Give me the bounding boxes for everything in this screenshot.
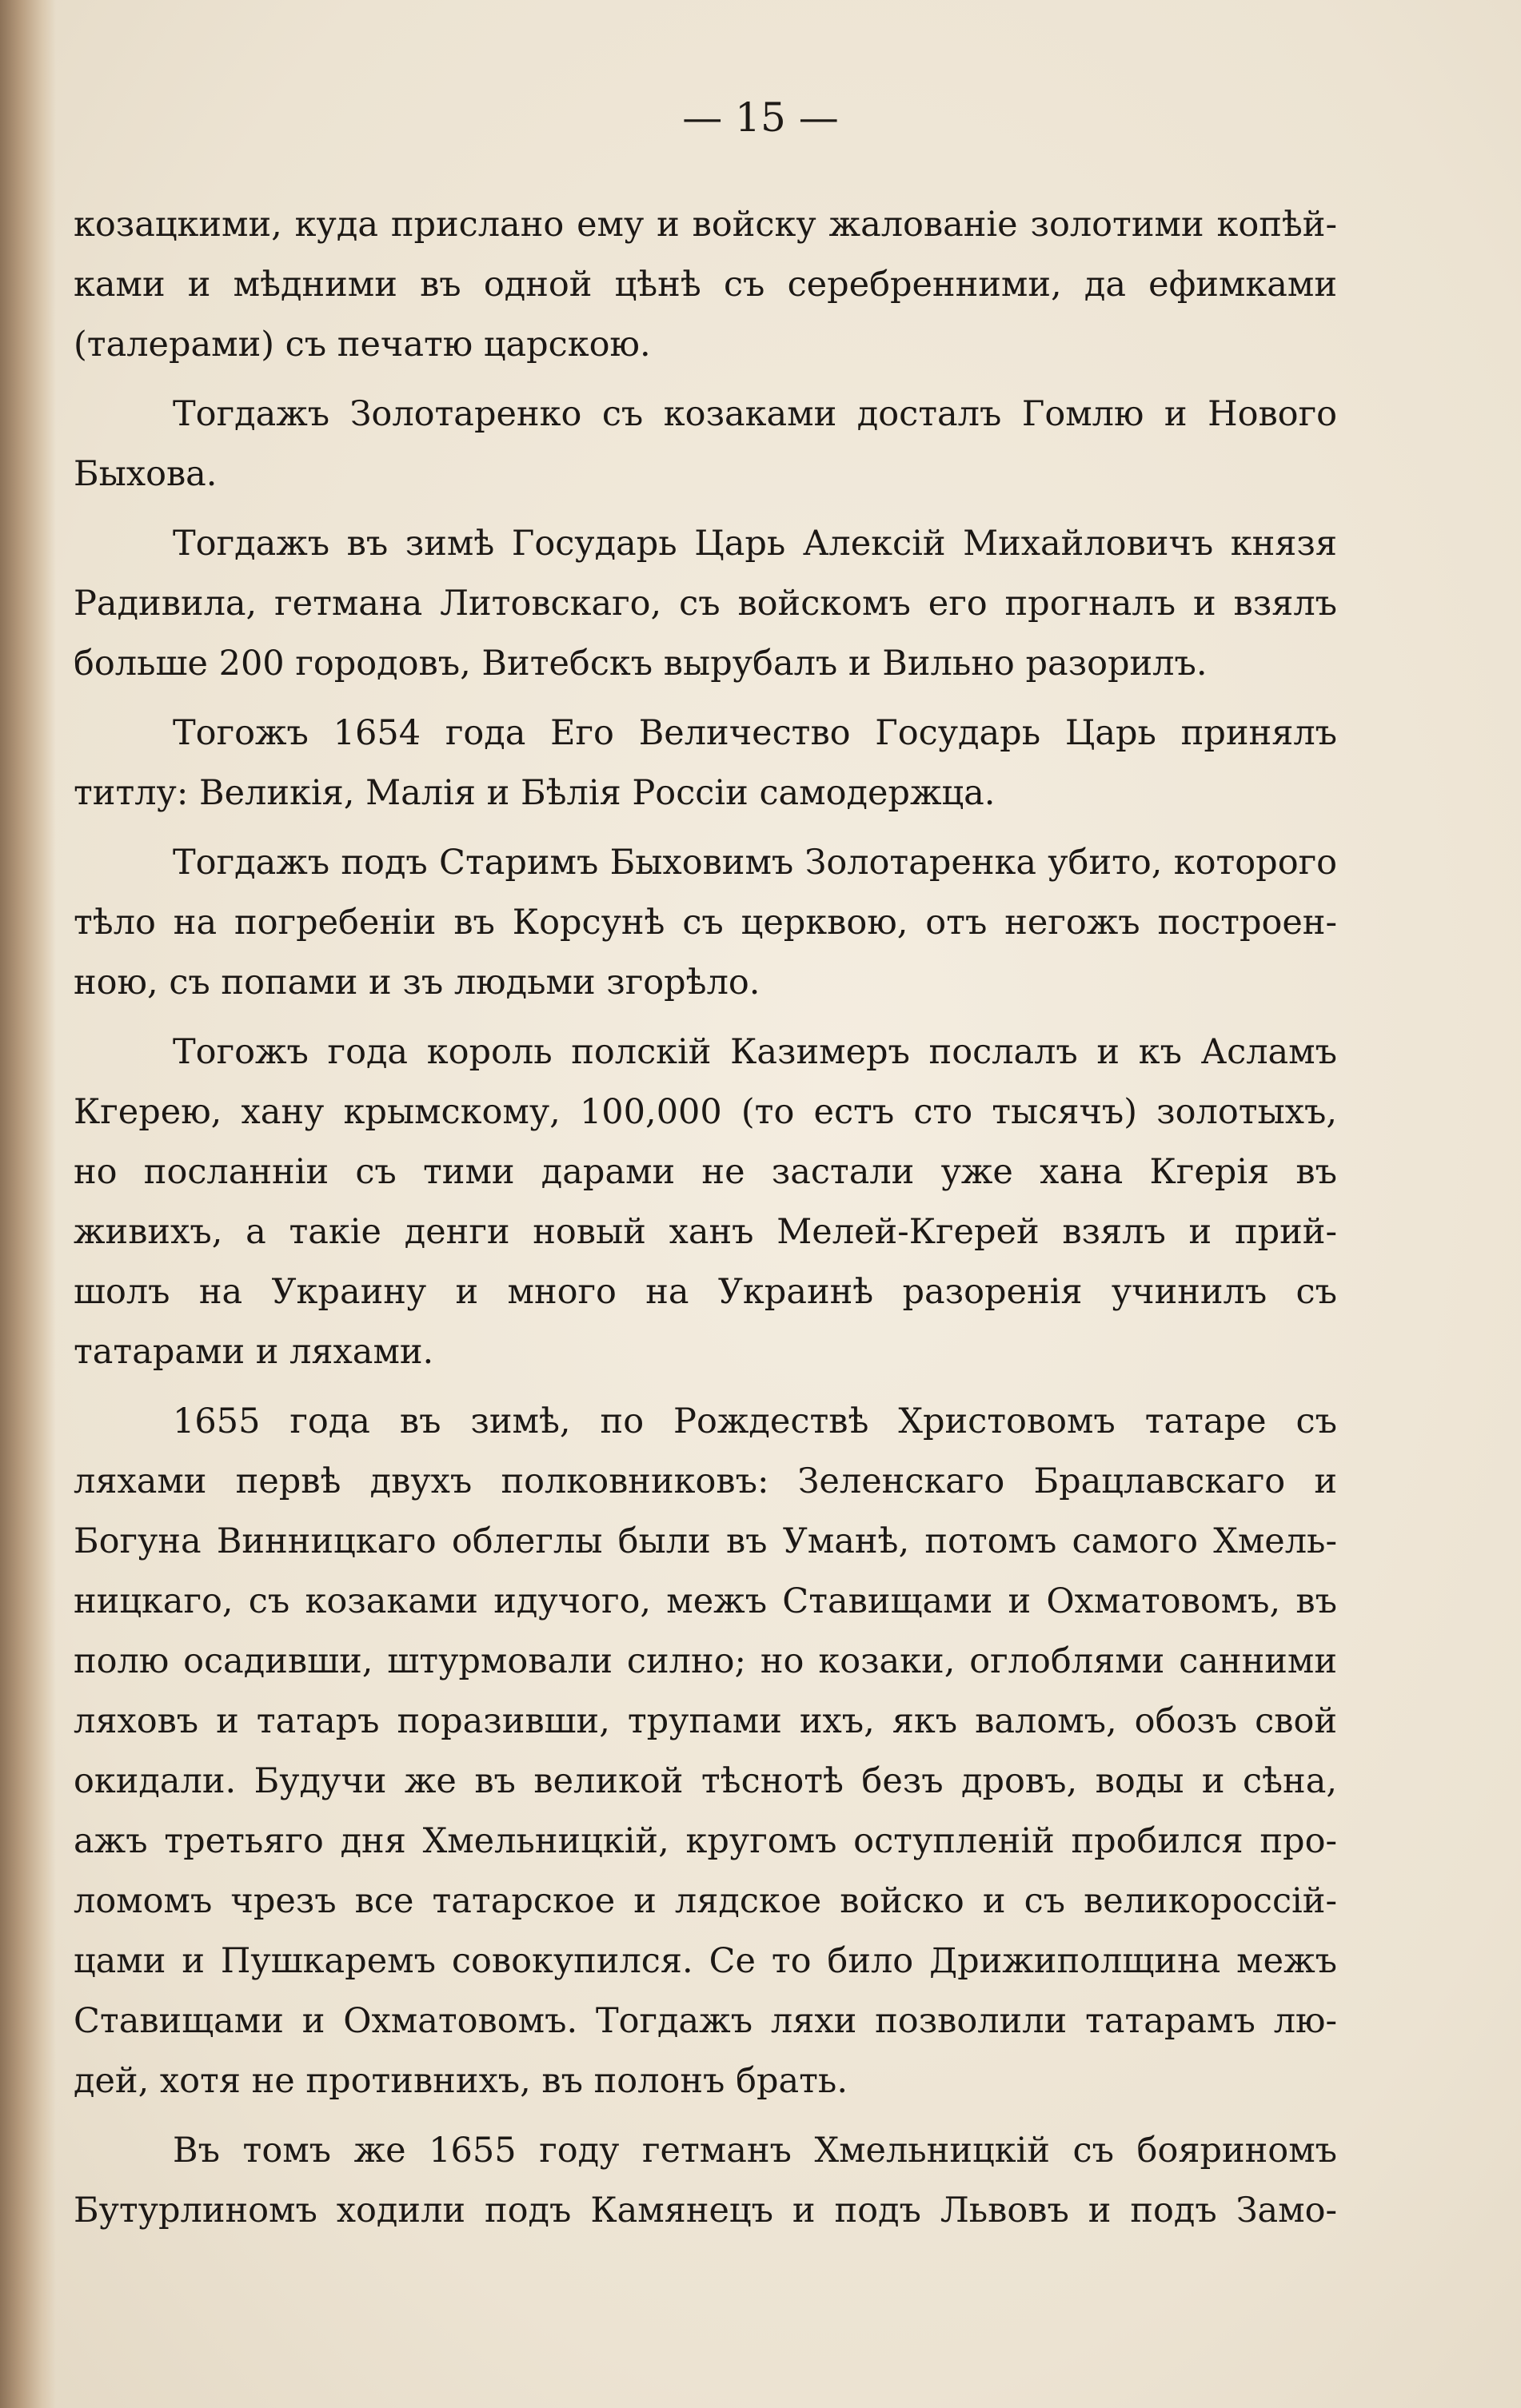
text-line: Тогдажъ въ зимѣ Государь Царь Алексій Михайловичъ князя [173, 524, 1337, 564]
text-line: цами и Пушкаремъ совокупился. Се то било Дрижиполщина межъ [74, 1941, 1337, 1981]
text-line: Радивила, гетмана Литовскаго, съ войскомъ его прогналъ и взялъ [74, 584, 1337, 624]
text-line: ною, съ попами и зъ людьми згорѣло. [74, 963, 760, 1003]
paragraph [74, 385, 1337, 504]
paragraph [74, 1023, 1337, 1382]
text-line: титлу: Великія, Малія и Бѣлія Россіи самодержца. [74, 773, 996, 813]
text-line: ломомъ чрезъ все татарское и лядское войско и съ великороссій- [74, 1881, 1337, 1921]
paragraph [74, 704, 1337, 823]
text-line: Бутурлиномъ ходили подъ Камянецъ и подъ Львовъ и подъ Замо- [74, 2191, 1337, 2231]
text-line: (талерами) съ печатю царскою. [74, 325, 651, 365]
paragraph [74, 833, 1337, 1013]
text-line: живихъ, а такіе денги новый ханъ Мелей-Кгерей взялъ и прий- [74, 1212, 1337, 1252]
page-number: — 15 — [682, 94, 839, 141]
text-line: Кгерею, хану крымскому, 100,000 (то естъ сто тысячъ) золотыхъ, [74, 1092, 1337, 1132]
text-line: но посланніи съ тими дарами не застали уже хана Кгерія въ [74, 1152, 1337, 1192]
text-line: Тогожъ года король полскій Казимеръ послалъ и къ Асламъ [173, 1032, 1337, 1072]
text-line: Тогдажъ Золотаренко съ козаками досталъ Гомлю и Нового [173, 394, 1337, 434]
text-line: окидали. Будучи же въ великой тѣснотѣ безъ дровъ, воды и сѣна, [74, 1761, 1337, 1801]
text-line: больше 200 городовъ, Витебскъ вырубалъ и Вильно разорилъ. [74, 644, 1208, 684]
text-body [74, 195, 1337, 2251]
text-line: полю осадивши, штурмовали силно; но козаки, оглоблями санними [74, 1641, 1337, 1681]
text-line: татарами и ляхами. [74, 1332, 434, 1372]
text-line: Ставищами и Охматовомъ. Тогдажъ ляхи позволили татарамъ лю- [74, 2001, 1337, 2041]
text-line: ляховъ и татаръ поразивши, трупами ихъ, якъ валомъ, обозъ свой [74, 1701, 1337, 1741]
text-line: шолъ на Украину и много на Украинѣ разоренія учинилъ съ [74, 1272, 1337, 1312]
text-line: дей, хотя не противнихъ, въ полонъ брать. [74, 2061, 848, 2101]
text-line: Быхова. [74, 454, 218, 494]
text-line: ками и мѣдними въ одной цѣнѣ съ серебренними, да ефимками [74, 265, 1337, 305]
text-line: Тогдажъ подъ Старимъ Быховимъ Золотаренка убито, которого [173, 843, 1337, 883]
text-line: 1655 года въ зимѣ, по Рождествѣ Христовомъ татаре съ [173, 1401, 1337, 1441]
paragraph [74, 514, 1337, 694]
paragraph [74, 2121, 1337, 2241]
text-line: козацкими, куда прислано ему и войску жалованіе золотими копѣй- [74, 205, 1337, 245]
text-line: ажъ третьяго дня Хмельницкій, кругомъ оступленій пробился про- [74, 1821, 1337, 1861]
text-line: тѣло на погребеніи въ Корсунѣ съ церквою, отъ негожъ построен- [74, 903, 1337, 943]
text-line: Богуна Винницкаго облеглы были въ Уманѣ, потомъ самого Хмель- [74, 1521, 1337, 1561]
text-line: ляхами первѣ двухъ полковниковъ: Зеленскаго Брацлавскаго и [74, 1461, 1337, 1501]
paragraph [74, 1392, 1337, 2111]
page-spine-shadow [0, 0, 56, 2408]
text-line: ницкаго, съ козаками идучого, межъ Ставищами и Охматовомъ, въ [74, 1581, 1337, 1621]
paragraph [74, 195, 1337, 375]
text-line: Въ томъ же 1655 году гетманъ Хмельницкій съ бояриномъ [173, 2131, 1337, 2171]
text-line: Тогожъ 1654 года Его Величество Государь Царь принялъ [173, 713, 1337, 753]
